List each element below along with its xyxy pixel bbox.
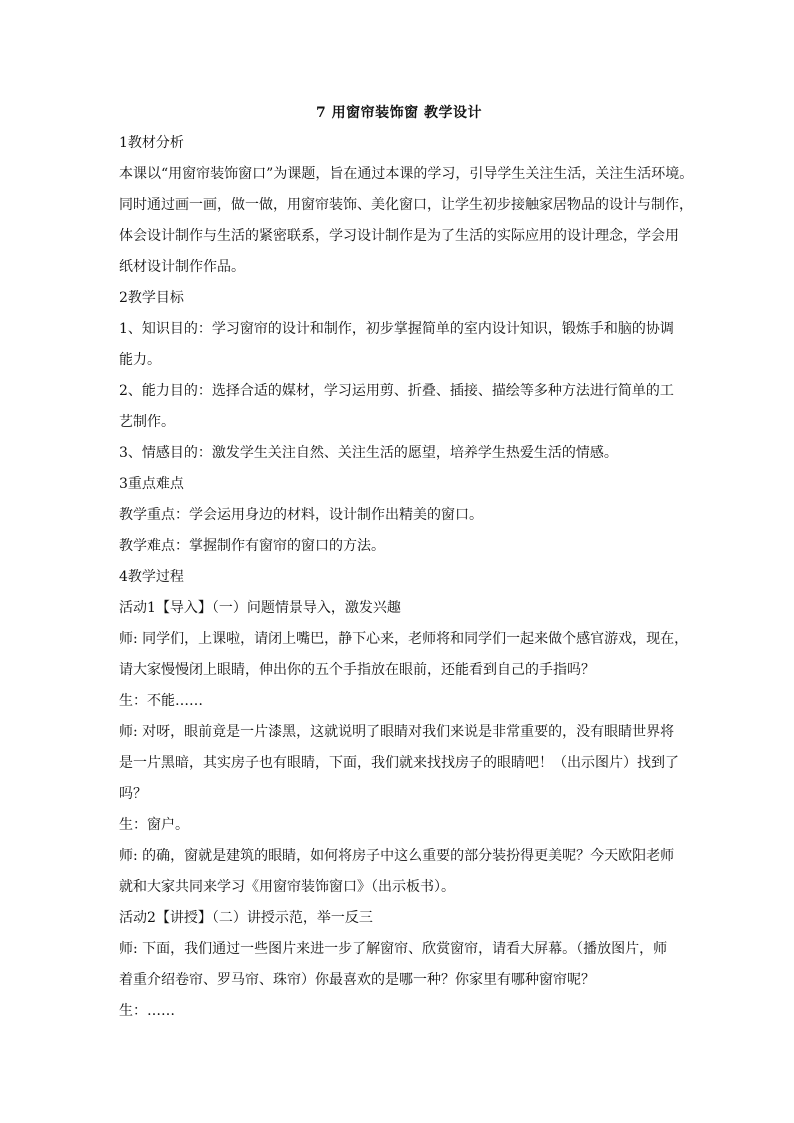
paragraph-line: 3、情感目的：激发学生关注自然、关注生活的愿望，培养学生热爱生活的情感。 [119,445,618,461]
paragraph-line: 1、知识目的：学习窗帘的设计和制作，初步掌握简单的室内设计知识，锻炼手和脑的协调 [119,321,674,337]
section-heading-key-points: 3重点难点 [119,476,184,492]
section-heading-teaching-objectives: 2教学目标 [119,290,184,306]
paragraph-line: 生：窗户。 [119,817,189,833]
paragraph-line: 艺制作。 [119,414,175,430]
paragraph-line: 是一片黑暗，其实房子也有眼睛，下面，我们就来找找房子的眼睛吧！（出示图片）找到了 [119,755,679,771]
paragraph-line: 师: 对呀，眼前竟是一片漆黑，这就说明了眼睛对我们来说是非常重要的，没有眼睛世界将 [119,724,675,740]
section-heading-teaching-process: 4教学过程 [119,569,184,585]
paragraph-line: 本课以“用窗帘装饰窗口”为课题，旨在通过本课的学习，引导学生关注生活，关注生活环境。 [119,166,694,182]
paragraph-line: 教学难点：掌握制作有窗帘的窗口的方法。 [119,538,385,554]
paragraph-line: 能力。 [119,352,161,368]
paragraph-line: 生：不能…… [119,693,203,709]
document-title: 7 用窗帘装饰窗 教学设计 [316,105,482,121]
paragraph-line: 教学重点：学会运用身边的材料，设计制作出精美的窗口。 [119,507,483,523]
paragraph-line: 吗？ [119,786,147,802]
paragraph-line: 体会设计制作与生活的紧密联系，学习设计制作是为了生活的实际应用的设计理念，学会用 [119,228,679,244]
paragraph-line: 同时通过画一画，做一做，用窗帘装饰、美化窗口，让学生初步接触家居物品的设计与制作， [119,197,693,213]
paragraph-line: 着重介绍卷帘、罗马帘、珠帘）你最喜欢的是哪一种？你家里有哪种窗帘呢？ [119,972,595,988]
paragraph-line: 师: 下面，我们通过一些图片来进一步了解窗帘、欣赏窗帘，请看大屏幕。（播放图片，师 [119,941,668,957]
document-body [119,100,694,1027]
paragraph-line: 就和大家共同来学习《用窗帘装饰窗口》（出示板书）。 [119,879,455,895]
activity-heading: 活动2【讲授】（二）讲授示范，举一反三 [119,910,373,926]
paragraph-line: 师: 同学们，上课啦，请闭上嘴巴，静下心来，老师将和同学们一起来做个感官游戏，现在， [119,631,689,647]
paragraph-line: 纸材设计制作作品。 [119,259,245,275]
paragraph-line: 请大家慢慢闭上眼睛，伸出你的五个手指放在眼前，还能看到自己的手指吗？ [119,662,595,678]
paragraph-line: 师: 的确，窗就是建筑的眼睛，如何将房子中这么重要的部分装扮得更美呢？今天欧阳老师 [119,848,675,864]
activity-heading: 活动1【导入】（一）问题情景导入，激发兴趣 [119,600,401,616]
paragraph-line: 2、能力目的：选择合适的媒材，学习运用剪、折叠、插接、描绘等多种方法进行简单的工 [119,383,674,399]
section-heading-textbook-analysis: 1教材分析 [119,135,184,151]
paragraph-line: 生：…… [119,1003,175,1019]
